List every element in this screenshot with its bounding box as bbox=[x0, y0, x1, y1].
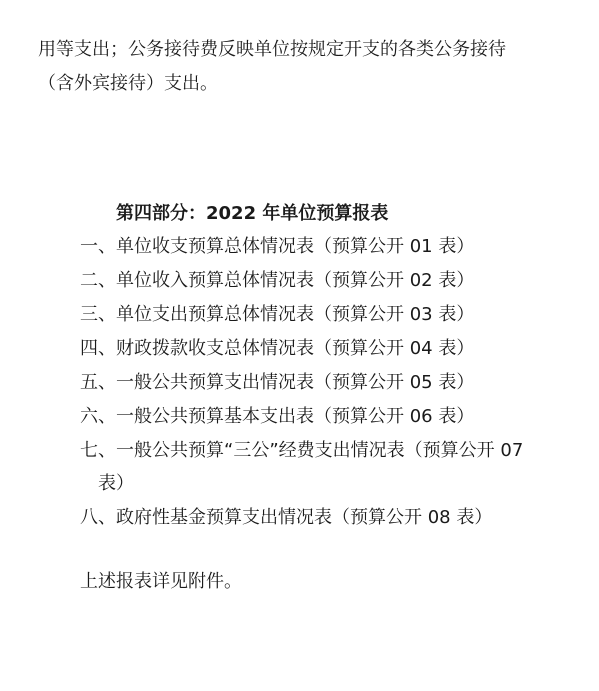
report-item-01: 一、单位收支预算总体情况表（预算公开 01 表） bbox=[80, 236, 475, 257]
closing-note: 上述报表详见附件。 bbox=[80, 571, 242, 592]
report-item-05: 五、一般公共预算支出情况表（预算公开 05 表） bbox=[80, 372, 475, 393]
intro-line-1: 用等支出；公务接待费反映单位按规定开支的各类公务接待 bbox=[38, 39, 506, 60]
report-item-08: 八、政府性基金预算支出情况表（预算公开 08 表） bbox=[80, 507, 493, 528]
report-item-06: 六、一般公共预算基本支出表（预算公开 06 表） bbox=[80, 406, 475, 427]
report-item-04: 四、财政拨款收支总体情况表（预算公开 04 表） bbox=[80, 338, 475, 359]
report-item-02: 二、单位收入预算总体情况表（预算公开 02 表） bbox=[80, 270, 475, 291]
section-title: 第四部分：2022 年单位预算报表 bbox=[116, 203, 389, 224]
report-item-03: 三、单位支出预算总体情况表（预算公开 03 表） bbox=[80, 304, 475, 325]
report-item-07-continued: 表） bbox=[98, 473, 134, 494]
report-item-07: 七、一般公共预算“三公”经费支出情况表（预算公开 07 bbox=[80, 440, 524, 461]
intro-line-2: （含外宾接待）支出。 bbox=[38, 73, 218, 94]
